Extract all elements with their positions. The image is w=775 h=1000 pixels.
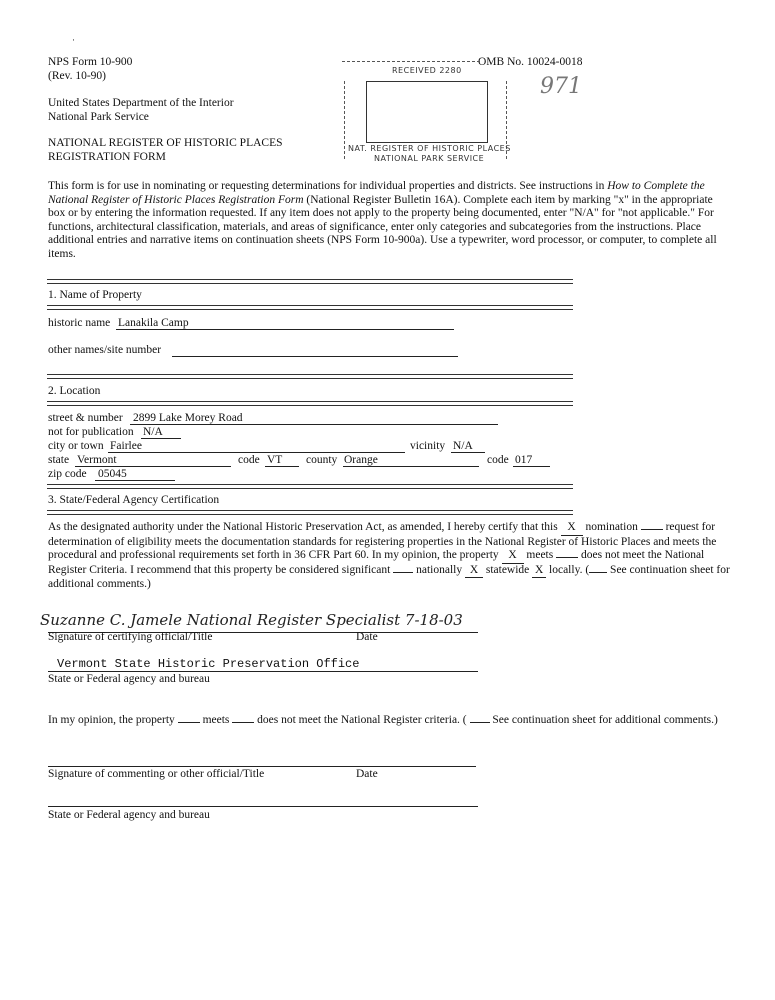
agency-service: National Park Service (48, 111, 149, 123)
city-field[interactable] (108, 440, 405, 453)
not-for-publication-value: N/A (143, 426, 163, 438)
comment-agency-label: State or Federal agency and bureau (48, 809, 210, 821)
city-value: Fairlee (110, 440, 142, 452)
certifying-signature: Suzanne C. Jamele National Register Specialist 7-18-03 (40, 611, 463, 629)
section-divider (47, 401, 573, 406)
cert-text-f: nationally (416, 563, 463, 576)
zip-field[interactable] (95, 468, 175, 481)
county-code-label: code (487, 454, 509, 466)
certification-paragraph (48, 521, 730, 592)
instructions-text-b: (National Register Bulletin 16A). Complete each item by marking "x" in the appropriate box or by entering the information requested. If any item does not apply to the property being documented, enter "N/A" for "not applicable." For functions, architectural classification, materials, and areas of significance, enter only categories and subcategories from the instructions. Place additional entries and narrative items on continuation sheets (NPS Form 10-900a). Use a typewriter, word processor, or computer, to complete all items. (48, 193, 717, 260)
vicinity-field[interactable] (451, 440, 485, 453)
section1-heading: 1. Name of Property (48, 289, 142, 301)
state-value: Vermont (77, 454, 117, 466)
section-divider (47, 279, 573, 284)
vicinity-value: N/A (453, 440, 473, 452)
opinion-text-d: See continuation sheet for additional comments.) (492, 714, 718, 726)
opinion-text-c: does not meet the National Register criteria. ( (257, 714, 467, 726)
other-names-field[interactable] (172, 344, 458, 357)
opinion-does-not-meet-mark[interactable] (232, 722, 254, 723)
city-label: city or town (48, 440, 104, 452)
historic-name-field[interactable] (116, 317, 454, 330)
cert-text-h: locally. ( (549, 563, 590, 576)
opinion-text-b: meets (202, 714, 230, 726)
instructions-text-a: This form is for use in nominating or requesting determinations for individual properties and districts. See instructions in (48, 180, 608, 192)
county-code-field[interactable] (513, 454, 550, 467)
department: United States Department of the Interior (48, 97, 234, 109)
county-code-value: 017 (515, 454, 533, 466)
not-for-publication-field[interactable] (141, 426, 181, 439)
county-label: county (306, 454, 338, 466)
form-revision: (Rev. 10-90) (48, 70, 107, 82)
historic-name-label: historic name (48, 317, 111, 329)
stamp-register-label: NAT. REGISTER OF HISTORIC PLACES (348, 144, 511, 153)
signature-label: Signature of certifying official/Title (48, 631, 213, 643)
cert-text-g: statewide (485, 563, 530, 576)
vicinity-label: vicinity (410, 440, 446, 452)
comment-agency-line[interactable] (48, 806, 478, 807)
form-title-line2: REGISTRATION FORM (48, 151, 166, 163)
section-divider (47, 305, 573, 310)
received-stamp (342, 55, 512, 167)
stray-mark: · (72, 35, 75, 45)
street-label: street & number (48, 412, 123, 424)
opinion-text-a: In my opinion, the property (48, 714, 175, 726)
street-field[interactable] (130, 412, 498, 425)
state-code-field[interactable] (265, 454, 299, 467)
section3-heading: 3. State/Federal Agency Certification (48, 494, 220, 506)
omb-number: OMB No. 10024-0018 (478, 56, 583, 68)
cert-meets-mark[interactable]: X (502, 549, 524, 564)
section2-heading: 2. Location (48, 385, 101, 397)
stamp-received-label: RECEIVED 2280 (392, 66, 462, 75)
form-title-line1: NATIONAL REGISTER OF HISTORIC PLACES (48, 137, 283, 149)
cert-statewide-mark[interactable]: X (465, 564, 483, 579)
certifying-agency-value: Vermont State Historic Preservation Office (57, 657, 360, 671)
comment-date-label: Date (356, 768, 378, 780)
opinion-meets-mark[interactable] (178, 722, 200, 723)
comment-signature-line[interactable] (48, 766, 476, 767)
cert-text-c: request for determination of eligibility meets the documentation standards for registering properties in the National Register of Historic Places and meets the procedural and professional requirements set forth in 36 CFR Part 60. In my opinion, the property (48, 521, 717, 562)
stamp-nps-label: NATIONAL PARK SERVICE (374, 154, 485, 163)
cert-text-b: nomination (585, 521, 638, 533)
state-field[interactable] (75, 454, 231, 467)
cert-continuation-mark[interactable] (589, 572, 607, 573)
section-divider (47, 374, 573, 379)
cert-text-i: See continuation sheet for additional comments.) (48, 563, 730, 591)
opinion-continuation-mark[interactable] (470, 722, 490, 723)
comment-signature-label: Signature of commenting or other official/Title (48, 768, 265, 780)
state-label: state (48, 454, 70, 466)
county-field[interactable] (343, 454, 479, 467)
opinion-paragraph (48, 714, 730, 728)
section-divider (47, 510, 573, 515)
cert-text-a: As the designated authority under the National Historic Preservation Act, as amended, I hereby certify that this (48, 521, 558, 533)
cert-text-e: does not meet the National Register Criteria. I recommend that this property be considered significant (48, 549, 705, 576)
cert-request-mark[interactable] (641, 529, 663, 530)
historic-name-value: Lanakila Camp (118, 317, 189, 329)
instructions-italic: How to Complete the National Register of Historic Places Registration Form (48, 180, 705, 206)
cert-locally-mark[interactable]: X (532, 564, 546, 579)
county-value: Orange (344, 454, 378, 466)
instructions-paragraph (48, 180, 728, 262)
form-number: NPS Form 10-900 (48, 56, 133, 68)
cert-nomination-mark[interactable]: X (561, 521, 583, 536)
other-names-label: other names/site number (48, 344, 162, 356)
state-code-value: VT (267, 454, 283, 466)
signature-date-label: Date (356, 631, 378, 643)
zip-label: zip code (48, 468, 87, 480)
state-code-label: code (238, 454, 260, 466)
certifying-agency-label: State or Federal agency and bureau (48, 673, 210, 685)
cert-does-not-meet-mark[interactable] (556, 557, 578, 558)
agency-line (48, 671, 478, 672)
street-value: 2899 Lake Morey Road (133, 412, 243, 424)
not-for-publication-label: not for publication (48, 426, 134, 438)
zip-value: 05045 (98, 468, 127, 480)
cert-nationally-mark[interactable] (393, 572, 413, 573)
section-divider (47, 484, 573, 489)
cert-text-d: meets (526, 549, 554, 562)
handwritten-note: 971 (540, 74, 582, 99)
